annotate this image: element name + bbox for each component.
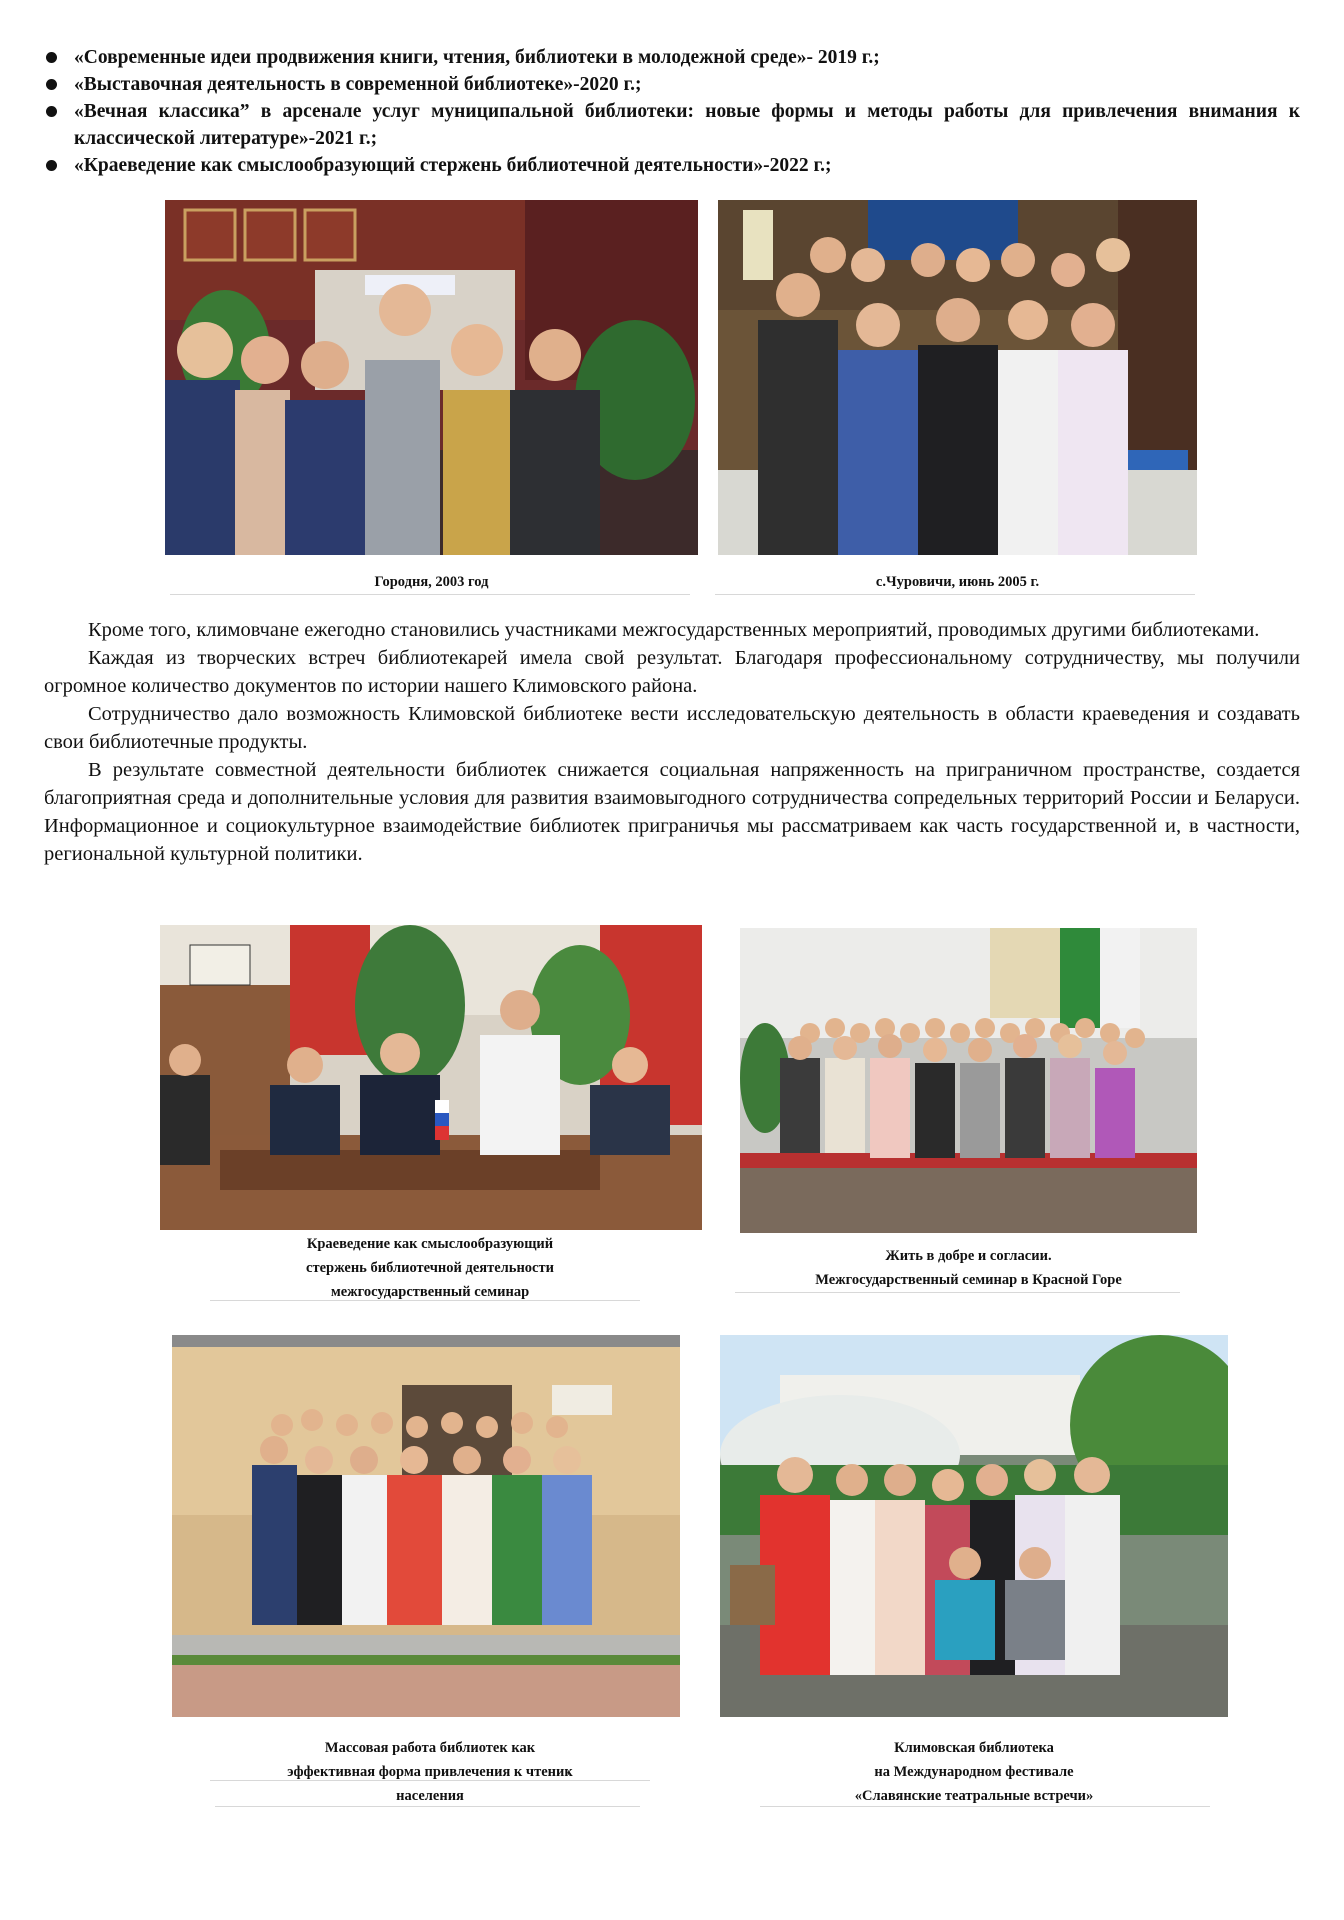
event-item xyxy=(44,98,1300,152)
photo-festival xyxy=(720,1335,1228,1717)
caption-line: Межгосударственный семинар в Красной Горе xyxy=(815,1272,1122,1288)
photo-gorodnya xyxy=(165,200,698,555)
caption-divider xyxy=(715,594,1195,595)
photo-seminar-table xyxy=(160,925,702,1230)
event-text: «Выставочная деятельность в современной библиотеке»-2020 г.; xyxy=(74,74,642,95)
caption-gorodnya: Городня, 2003 год xyxy=(374,574,489,590)
caption-line: «Славянские театральные встречи» xyxy=(854,1788,1094,1804)
caption-line: Массовая работа библиотек как xyxy=(324,1740,536,1756)
caption-divider xyxy=(735,1292,1180,1293)
photo-steps-group xyxy=(172,1335,680,1717)
caption-line: эффективная форма привлечения к чтениҝ xyxy=(287,1764,573,1780)
bullet-icon xyxy=(46,160,57,171)
caption-line: Краеведение как смыслообразующий xyxy=(306,1236,554,1252)
bullet-icon xyxy=(46,52,57,63)
event-text: «Вечная классика” в арсенале услуг муниципальной библиотеки: новые формы и методы работы для привлечения внимания к классической литературе»-2021 г.; xyxy=(74,101,1300,149)
event-text: «Краеведение как смыслообразующий стержень библиотечной деятельности»-2022 г.; xyxy=(74,155,832,176)
caption-line: межгосударственный семинар xyxy=(330,1284,530,1300)
caption-divider xyxy=(210,1780,650,1781)
paragraph: Каждая из творческих встреч библиотекарей имела свой результат. Благодаря профессиональному сотрудничеству, мы получили огромное количество документов по истории нашего Климовского района. xyxy=(44,647,1300,697)
caption-krasnaya-gora xyxy=(740,1244,1197,1292)
paragraph: Сотрудничество дало возможность Климовской библиотеке вести исследовательскую деятельность в области краеведения и создавать свои библиотечные продукты. xyxy=(44,703,1300,753)
caption-festival xyxy=(720,1736,1228,1808)
event-item xyxy=(44,44,1300,71)
event-item xyxy=(44,71,1300,98)
event-list xyxy=(44,44,1300,179)
caption-line: стержень библиотечной деятельности xyxy=(306,1260,554,1276)
caption-line: Климовская библиотека xyxy=(894,1740,1054,1756)
paragraph: Кроме того, климовчане ежегодно становились участниками межгосударственных мероприятий, проводимых другими библиотеками. xyxy=(88,619,1260,641)
photo-krasnaya-gora xyxy=(740,928,1197,1233)
bullet-icon xyxy=(46,79,57,90)
caption-divider xyxy=(215,1806,640,1807)
body-text xyxy=(44,616,1300,868)
event-text: «Современные идеи продвижения книги, чтения, библиотеки в молодежной среде»- 2019 г.; xyxy=(74,47,880,68)
paragraph: В результате совместной деятельности библиотек снижается социальная напряженность на приграничном пространстве, создается благоприятная среда и дополнительные условия для развития взаимовыгодного сотрудничества сопредельных территорий России и Беларуси. Информационное и социокультурное взаимодействие библиотек приграничья мы рассматриваем как часть государственной и, в частности, региональной культурной политики. xyxy=(44,759,1300,865)
caption-divider xyxy=(210,1300,640,1301)
caption-line: Жить в добре и согласии. xyxy=(885,1248,1052,1264)
caption-divider xyxy=(170,594,690,595)
caption-seminar-table xyxy=(200,1232,660,1304)
caption-line: на Международном фестивале xyxy=(874,1764,1074,1780)
caption-divider xyxy=(760,1806,1210,1807)
event-item xyxy=(44,152,1300,179)
caption-steps-group xyxy=(200,1736,660,1808)
caption-line: населения xyxy=(396,1788,464,1804)
photo-churovichi xyxy=(718,200,1197,555)
caption-churovichi: с.Чуровичи, июнь 2005 г. xyxy=(875,574,1040,590)
bullet-icon xyxy=(46,106,57,117)
